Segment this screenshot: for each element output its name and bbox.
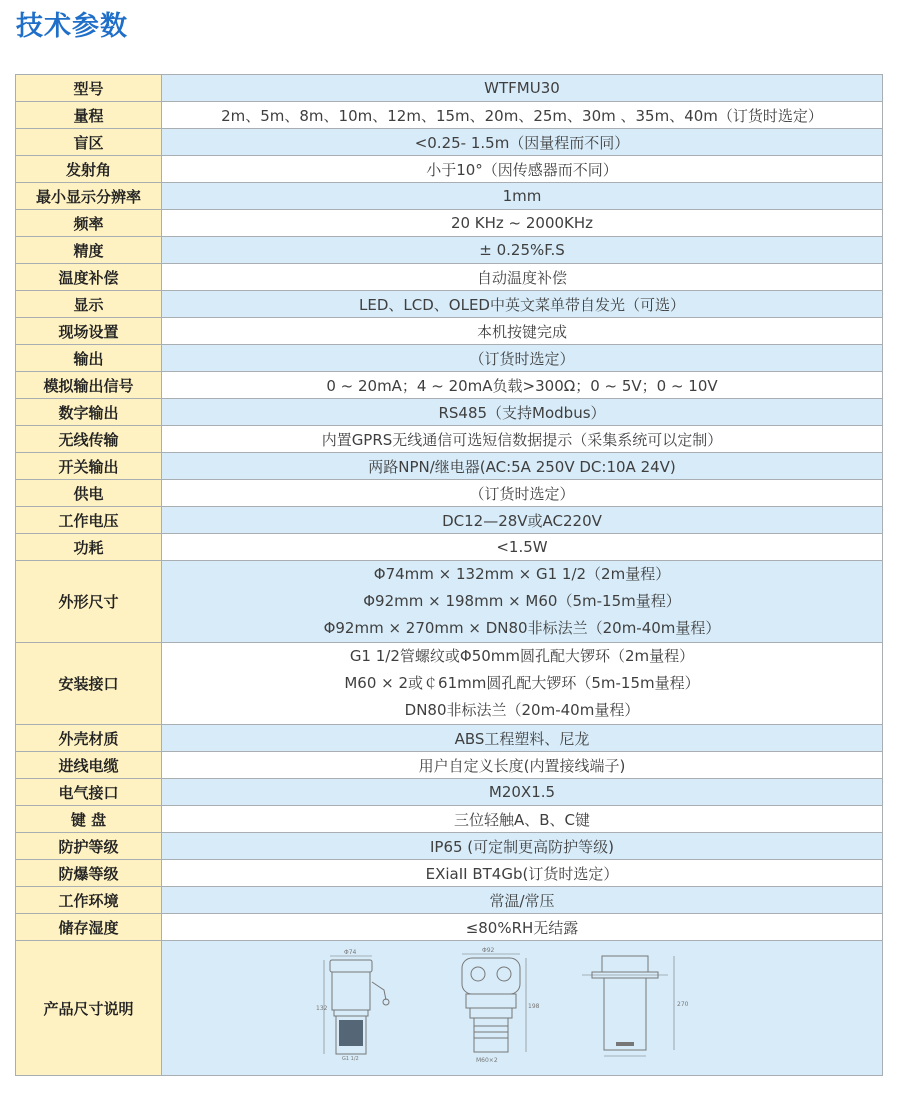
spec-row-power-supply	[16, 480, 883, 507]
spec-label: 精度	[16, 237, 162, 264]
spec-value: 三位轻触A、B、C键	[162, 806, 883, 833]
spec-label: 产品尺寸说明	[16, 941, 162, 1076]
spec-value: （订货时选定）	[162, 345, 883, 372]
spec-value: 1mm	[162, 183, 883, 210]
spec-value: <1.5W	[162, 534, 883, 561]
transducer-face	[616, 1042, 634, 1046]
spec-value: ABS工程塑料、尼龙	[162, 725, 883, 752]
spec-row-blind-zone	[16, 129, 883, 156]
spec-row-wireless	[16, 426, 883, 453]
spec-value: EXiaII BT4Gb(订货时选定）	[162, 860, 883, 887]
spec-label: 最小显示分辨率	[16, 183, 162, 210]
spec-row-drawing	[16, 941, 883, 1076]
housing-body	[332, 972, 370, 1010]
dim-label: Φ74	[344, 949, 357, 956]
spec-row-keypad	[16, 806, 883, 833]
spec-value: DC12—28V或AC220V	[162, 507, 883, 534]
spec-row-model	[16, 75, 883, 102]
spec-row-voltage	[16, 507, 883, 534]
housing-cap	[330, 960, 372, 972]
dimension-line: Φ92mm × 270mm × DN80非标法兰（20m-40m量程）	[323, 619, 721, 637]
dimension-drawing-svg	[312, 946, 732, 1070]
spec-label: 温度补偿	[16, 264, 162, 291]
mounting-line: DN80非标法兰（20m-40m量程）	[404, 701, 640, 719]
housing-top	[462, 958, 520, 994]
spec-value: IP65 (可定制更高防护等级)	[162, 833, 883, 860]
spec-row-accuracy	[16, 237, 883, 264]
spec-row-explosion-proof	[16, 860, 883, 887]
dim-label: 198	[528, 1003, 540, 1010]
sensor-15m-drawing	[462, 947, 540, 1064]
dim-label: M60×2	[476, 1057, 498, 1064]
spec-value: RS485（支持Modbus）	[162, 399, 883, 426]
dim-label: Φ92	[482, 947, 495, 954]
transducer-face	[339, 1020, 363, 1046]
sensor-40m-drawing	[582, 956, 689, 1056]
spec-row-range	[16, 102, 883, 129]
spec-row-mounting	[16, 643, 883, 725]
spec-value: 0 ~ 20mA；4 ~ 20mA负载>300Ω；0 ~ 5V；0 ~ 10V	[162, 372, 883, 399]
page-title: 技术参数	[16, 11, 128, 42]
spec-label: 开关输出	[16, 453, 162, 480]
lock-ring	[470, 1008, 512, 1018]
spec-label: 工作环境	[16, 887, 162, 914]
dim-label: 132	[316, 1005, 328, 1012]
spec-row-field-setting	[16, 318, 883, 345]
spec-row-protection	[16, 833, 883, 860]
spec-label: 外形尺寸	[16, 561, 162, 643]
spec-row-dimensions	[16, 561, 883, 643]
spec-label: 输出	[16, 345, 162, 372]
mounting-line: M60 × 2或￠61mm圆孔配大锣环（5m-15m量程）	[344, 674, 700, 692]
thread	[334, 1010, 368, 1016]
spec-row-temp-compensation	[16, 264, 883, 291]
housing-neck	[466, 994, 516, 1008]
spec-row-electrical-interface	[16, 779, 883, 806]
spec-value: 20 KHz ~ 2000KHz	[162, 210, 883, 237]
spec-row-analog-output	[16, 372, 883, 399]
spec-value: 两路NPN/继电器(AC:5A 250V DC:10A 24V)	[162, 453, 883, 480]
spec-label: 功耗	[16, 534, 162, 561]
housing-top	[602, 956, 648, 972]
spec-value: ± 0.25%F.S	[162, 237, 883, 264]
spec-label: 显示	[16, 291, 162, 318]
spec-label: 防护等级	[16, 833, 162, 860]
spec-value: 自动温度补偿	[162, 264, 883, 291]
spec-row-storage-humidity	[16, 914, 883, 941]
spec-label: 进线电缆	[16, 752, 162, 779]
sensor-2m-drawing	[316, 949, 389, 1062]
spec-table	[15, 74, 883, 1076]
spec-row-cable	[16, 752, 883, 779]
spec-value: WTFMU30	[162, 75, 883, 102]
spec-value	[162, 643, 883, 725]
spec-value: 内置GPRS无线通信可选短信数据提示（采集系统可以定制）	[162, 426, 883, 453]
spec-label: 键 盘	[16, 806, 162, 833]
spec-label: 型号	[16, 75, 162, 102]
spec-row-switch-output	[16, 453, 883, 480]
spec-value: <0.25- 1.5m（因量程而不同）	[162, 129, 883, 156]
spec-value: 本机按键完成	[162, 318, 883, 345]
spec-label: 模拟输出信号	[16, 372, 162, 399]
cable-entry-icon	[471, 967, 485, 981]
spec-label: 安装接口	[16, 643, 162, 725]
transducer	[604, 978, 646, 1050]
spec-row-output	[16, 345, 883, 372]
spec-row-power-consumption	[16, 534, 883, 561]
dimension-drawing	[162, 941, 883, 1076]
dimension-line: Φ92mm × 198mm × M60（5m-15m量程）	[363, 592, 681, 610]
spec-row-resolution	[16, 183, 883, 210]
spec-label: 储存湿度	[16, 914, 162, 941]
transducer	[474, 1018, 508, 1052]
spec-label: 电气接口	[16, 779, 162, 806]
spec-label: 数字输出	[16, 399, 162, 426]
spec-label: 频率	[16, 210, 162, 237]
spec-label: 现场设置	[16, 318, 162, 345]
spec-row-housing	[16, 725, 883, 752]
spec-row-frequency	[16, 210, 883, 237]
dim-label: G1 1/2	[342, 1056, 359, 1062]
cable-entry-icon	[497, 967, 511, 981]
dim-label: 270	[677, 1001, 689, 1008]
mounting-line: G1 1/2管螺纹或Φ50mm圆孔配大锣环（2m量程）	[349, 647, 695, 665]
spec-row-environment	[16, 887, 883, 914]
spec-value: 2m、5m、8m、10m、12m、15m、20m、25m、30m 、35m、40m（订货时选定）	[162, 102, 883, 129]
spec-label: 供电	[16, 480, 162, 507]
cable-gland	[372, 982, 386, 1000]
spec-value: （订货时选定）	[162, 480, 883, 507]
spec-label: 防爆等级	[16, 860, 162, 887]
spec-value	[162, 561, 883, 643]
spec-row-digital-output	[16, 399, 883, 426]
spec-label: 外壳材质	[16, 725, 162, 752]
spec-value: 常温/常压	[162, 887, 883, 914]
spec-row-display	[16, 291, 883, 318]
spec-row-beam-angle	[16, 156, 883, 183]
spec-value: M20X1.5	[162, 779, 883, 806]
spec-label: 无线传输	[16, 426, 162, 453]
spec-value: ≤80%RH无结露	[162, 914, 883, 941]
spec-label: 工作电压	[16, 507, 162, 534]
spec-label: 盲区	[16, 129, 162, 156]
spec-label: 发射角	[16, 156, 162, 183]
spec-value: 小于10°（因传感器而不同）	[162, 156, 883, 183]
spec-value: LED、LCD、OLED中英文菜单带自发光（可选）	[162, 291, 883, 318]
spec-label: 量程	[16, 102, 162, 129]
dimension-line: Φ74mm × 132mm × G1 1/2（2m量程）	[373, 565, 671, 583]
spec-value: 用户自定义长度(内置接线端子)	[162, 752, 883, 779]
